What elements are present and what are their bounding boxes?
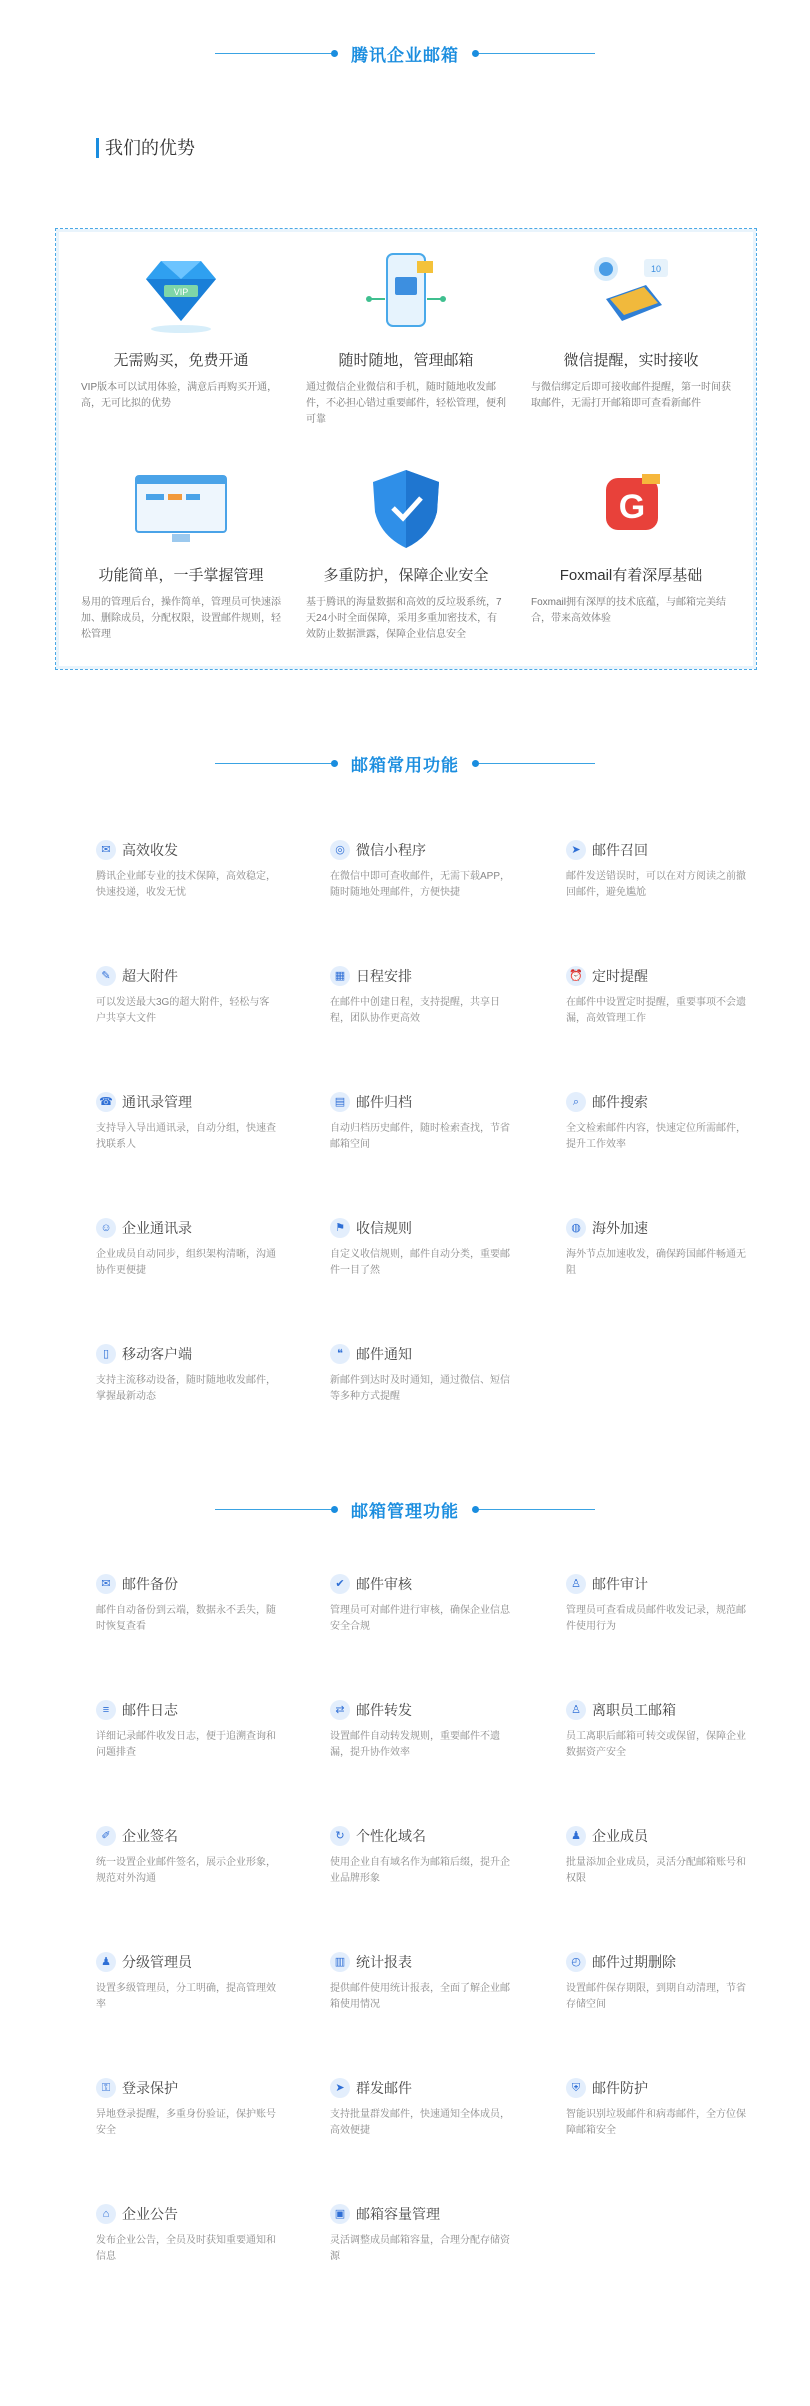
brand-title: 腾讯企业邮箱 [351,45,459,65]
feature-title: 企业成员 [592,1828,648,1844]
feature-head [330,1574,530,1594]
advantage-item [81,249,281,412]
feature-title: 邮件日志 [122,1702,178,1718]
feature-title: 邮件过期删除 [592,1954,676,1970]
divider-right [475,53,595,54]
group-icon: ☺ [96,1218,116,1238]
advantage-desc: VIP版本可以试用体验，满意后再购买开通，高，无可比拟的优势 [81,382,278,409]
feature-title: 个性化域名 [356,1828,426,1844]
feature-head [330,2204,530,2224]
feature-desc: 邮件发送错误时，可以在对方阅读之前撤回邮件，避免尴尬 [566,871,746,898]
feature-head [330,966,530,986]
advantage-name: 多重防护，保障企业安全 [323,567,489,584]
advantages-title: 我们的优势 [96,138,195,158]
list-icon: ≡ [96,1700,116,1720]
advantage-name: Foxmail有着深厚基础 [559,567,703,584]
advantage-name: 无需购买，免费开通 [113,352,249,369]
feature-desc: 设置多级管理员，分工明确，提高管理效率 [96,1983,276,2010]
feature-desc: 智能识别垃圾邮件和病毒邮件，全方位保障邮箱安全 [566,2109,746,2136]
feature-head [330,1700,530,1720]
feature-item [330,1952,530,2013]
feature-head [96,2204,296,2224]
globe-icon: ◍ [566,1218,586,1238]
feature-desc: 员工离职后邮箱可转交或保留，保障企业数据资产安全 [566,1731,746,1758]
section-header-brand [0,38,810,68]
check-icon: ✔ [330,1574,350,1594]
feature-item [96,966,296,1027]
phone-sync-icon [351,249,461,339]
foxmail-icon [576,464,686,554]
feature-title: 海外加速 [592,1220,648,1236]
feature-title: 邮件防护 [592,2080,648,2096]
feature-title: 企业公告 [122,2206,178,2222]
feature-item [330,1218,530,1279]
feature-desc: 支持导入导出通讯录，自动分组，快速查找联系人 [96,1123,276,1150]
shield-icon: ⛨ [566,2078,586,2098]
feature-item [96,1092,296,1153]
feature-desc: 发布企业公告，全员及时获知重要通知和信息 [96,2235,276,2262]
feature-desc: 使用企业自有域名作为邮箱后缀，提升企业品牌形象 [330,1857,510,1884]
divider-right [475,1509,595,1510]
feature-head [566,966,766,986]
feature-item [566,1218,766,1279]
feature-title: 统计报表 [356,1954,412,1970]
filter-icon: ⚑ [330,1218,350,1238]
feature-head [96,1218,296,1238]
advantage-item [531,249,731,412]
advantage-name: 功能简单，一手掌握管理 [98,567,264,584]
feature-title: 通讯录管理 [122,1094,192,1110]
feature-head [566,1092,766,1112]
feature-desc: 在邮件中设置定时提醒，重要事项不会遗漏，高效管理工作 [566,997,746,1024]
divider-left [215,1509,335,1510]
divider-right [475,763,595,764]
feature-desc: 新邮件到达时及时通知，通过微信、短信等多种方式提醒 [330,1375,510,1402]
sync-icon: ↻ [330,1826,350,1846]
feature-title: 邮件通知 [356,1346,412,1362]
feature-head [330,1952,530,1972]
feature-item [96,1344,296,1405]
feature-desc: 设置邮件自动转发规则，重要邮件不遗漏，提升协作效率 [330,1731,500,1758]
feature-desc: 设置邮件保存期限，到期自动清理，节省存储空间 [566,1983,746,2010]
feature-title: 移动客户端 [122,1346,192,1362]
feature-item [330,1700,530,1761]
feature-title: 定时提醒 [592,968,648,984]
feature-title: 企业签名 [122,1828,178,1844]
feature-desc: 支持批量群发邮件，快速通知全体成员，高效便捷 [330,2109,510,2136]
advantage-name: 微信提醒，实时接收 [563,352,699,369]
feature-item [96,1826,296,1887]
feature-head [566,1218,766,1238]
advantage-item [306,464,506,643]
feature-desc: 在邮件中创建日程，支持提醒，共享日程，团队协作更高效 [330,997,500,1024]
feature-title: 日程安排 [356,968,412,984]
person-icon: ♙ [566,1700,586,1720]
feature-desc: 异地登录提醒，多重身份验证，保护账号安全 [96,2109,276,2136]
section-title: 邮箱管理功能 [351,1501,459,1521]
advantage-item [531,464,731,627]
user-icon: ♟ [566,1826,586,1846]
clock-icon: ◴ [566,1952,586,1972]
feature-title: 邮件备份 [122,1576,178,1592]
svg-text:G: G [618,488,646,526]
feature-title: 邮件归档 [356,1094,412,1110]
feature-title: 离职员工邮箱 [592,1702,676,1718]
feature-desc: 提供邮件使用统计报表，全面了解企业邮箱使用情况 [330,1983,510,2010]
org-icon: ⌂ [96,2204,116,2224]
feature-item [330,2204,530,2265]
search-icon: ⌕ [566,1092,586,1112]
reminder-icon: ⏰ [566,966,586,986]
feature-item [330,840,530,901]
feature-head [566,1952,766,1972]
feature-head [566,840,766,860]
feature-head [330,2078,530,2098]
feature-title: 企业通讯录 [122,1220,192,1236]
advantages-box [55,228,757,670]
person-icon: ♙ [566,1574,586,1594]
feature-head [96,2078,296,2098]
user-icon: ♟ [96,1952,116,1972]
storage-icon: ▣ [330,2204,350,2224]
feature-head [96,840,296,860]
feature-desc: 在微信中即可查收邮件，无需下载APP，随时随地处理邮件，方便快捷 [330,871,511,898]
feature-head [566,2078,766,2098]
feature-title: 高效收发 [122,842,178,858]
feature-title: 邮件审计 [592,1576,648,1592]
feature-head [566,1574,766,1594]
advantage-desc: 通过微信企业微信和手机，随时随地收发邮件，不必担心错过重要邮件，轻松管理，便利可靠 [306,382,506,425]
feature-item [566,1952,766,2013]
feature-head [96,1574,296,1594]
feature-desc: 支持主流移动设备，随时随地收发邮件，掌握最新动态 [96,1375,276,1402]
feature-item [330,1826,530,1887]
feature-item [330,1574,530,1635]
feature-title: 收信规则 [356,1220,412,1236]
feature-item [96,1218,296,1279]
feature-title: 邮箱容量管理 [356,2206,440,2222]
feature-desc: 全文检索邮件内容，快速定位所需邮件，提升工作效率 [566,1123,746,1150]
section-header-common [0,748,810,778]
section-header-admin [0,1494,810,1524]
feature-item [566,840,766,901]
feature-head [330,1218,530,1238]
feature-item [96,1700,296,1761]
forward-icon: ⇄ [330,1700,350,1720]
feature-item [566,2078,766,2139]
feature-item [96,840,296,901]
feature-head [330,1826,530,1846]
feature-desc: 邮件自动备份到云端，数据永不丢失，随时恢复查看 [96,1605,276,1632]
feature-title: 登录保护 [122,2080,178,2096]
calendar-icon: ▦ [330,966,350,986]
feature-title: 微信小程序 [356,842,426,858]
vip-diamond-icon [126,249,236,339]
feature-title: 邮件搜索 [592,1094,648,1110]
notify-icon: ❝ [330,1344,350,1364]
feature-item [96,1574,296,1635]
feature-desc: 海外节点加速收发，确保跨国邮件畅通无阻 [566,1249,746,1276]
feature-desc: 自动归档历史邮件，随时检索查找，节省邮箱空间 [330,1123,510,1150]
advantage-name: 随时随地，管理邮箱 [338,352,474,369]
feature-item [566,1826,766,1887]
admin-panel-icon [126,464,236,554]
feature-desc: 腾讯企业邮专业的技术保障，高效稳定，快速投递，收发无忧 [96,871,276,898]
feature-item [96,2078,296,2139]
feature-item [566,1700,766,1761]
feature-head [96,966,296,986]
feature-desc: 统一设置企业邮件签名，展示企业形象，规范对外沟通 [96,1857,276,1884]
feature-desc: 灵活调整成员邮箱容量，合理分配存储资源 [330,2235,510,2262]
feature-desc: 详细记录邮件收发日志，便于追溯查询和问题排查 [96,1731,276,1758]
feature-head [330,840,530,860]
advantage-desc: 与微信绑定后即可接收邮件提醒，第一时间获取邮件，无需打开邮箱即可查看新邮件 [531,382,731,409]
feature-item [566,1092,766,1153]
mail-app-icon [576,249,686,339]
contacts-icon: ☎ [96,1092,116,1112]
feature-desc: 企业成员自动同步，组织架构清晰，沟通协作更便捷 [96,1249,276,1276]
feature-desc: 自定义收信规则，邮件自动分类，重要邮件一目了然 [330,1249,510,1276]
feature-item [566,1574,766,1635]
phone-icon: ▯ [96,1344,116,1364]
divider-left [215,53,335,54]
feature-head [96,1700,296,1720]
svg-text:10: 10 [650,264,662,274]
feature-title: 邮件审核 [356,1576,412,1592]
feature-desc: 可以发送最大3G的超大附件，轻松与客户共享大文件 [96,997,270,1024]
divider-left [215,763,335,764]
chart-icon: ▥ [330,1952,350,1972]
feature-title: 超大附件 [122,968,178,984]
feature-title: 群发邮件 [356,2080,412,2096]
feature-head [330,1344,530,1364]
feature-desc: 管理员可对邮件进行审核，确保企业信息安全合规 [330,1605,510,1632]
lock-icon: ⚿ [96,2078,116,2098]
advantage-item [306,249,506,428]
feature-title: 邮件召回 [592,842,648,858]
section-title: 邮箱常用功能 [351,755,459,775]
feature-head [96,1344,296,1364]
feature-title: 邮件转发 [356,1702,412,1718]
feature-head [96,1826,296,1846]
feature-item [96,1952,296,2013]
send-icon: ➤ [330,2078,350,2098]
attachment-icon: ✎ [96,966,116,986]
feature-desc: 批量添加企业成员，灵活分配邮箱账号和权限 [566,1857,746,1884]
feature-desc: 管理员可查看成员邮件收发记录，规范邮件使用行为 [566,1605,746,1632]
feature-head [330,1092,530,1112]
feature-item [96,2204,296,2265]
feature-head [96,1952,296,1972]
feature-head [566,1700,766,1720]
mini-program-icon: ◎ [330,840,350,860]
feature-item [330,1092,530,1153]
advantage-desc: 基于腾讯的海量数据和高效的反垃圾系统，7天24小时全面保障，采用多重加密技术，有效防止数据泄露，保障企业信息安全 [306,597,502,640]
advantage-item [81,464,281,643]
send-icon: ➤ [566,840,586,860]
advantage-desc: Foxmail拥有深厚的技术底蕴，与邮箱完美结合，带来高效体验 [531,597,727,624]
advantage-desc: 易用的管理后台，操作简单，管理员可快速添加、删除成员，分配权限，设置邮件规则，轻松管理 [81,597,281,640]
mail-icon: ✉ [96,1574,116,1594]
svg-text:VIP: VIP [173,287,189,297]
feature-item [330,2078,530,2139]
feature-head [96,1092,296,1112]
shield-icon [351,464,461,554]
feature-item [330,1344,530,1405]
edit-icon: ✐ [96,1826,116,1846]
feature-item [330,966,530,1027]
feature-title: 分级管理员 [122,1954,192,1970]
folder-icon: ▤ [330,1092,350,1112]
feature-item [566,966,766,1027]
mail-icon: ✉ [96,840,116,860]
feature-head [566,1826,766,1846]
